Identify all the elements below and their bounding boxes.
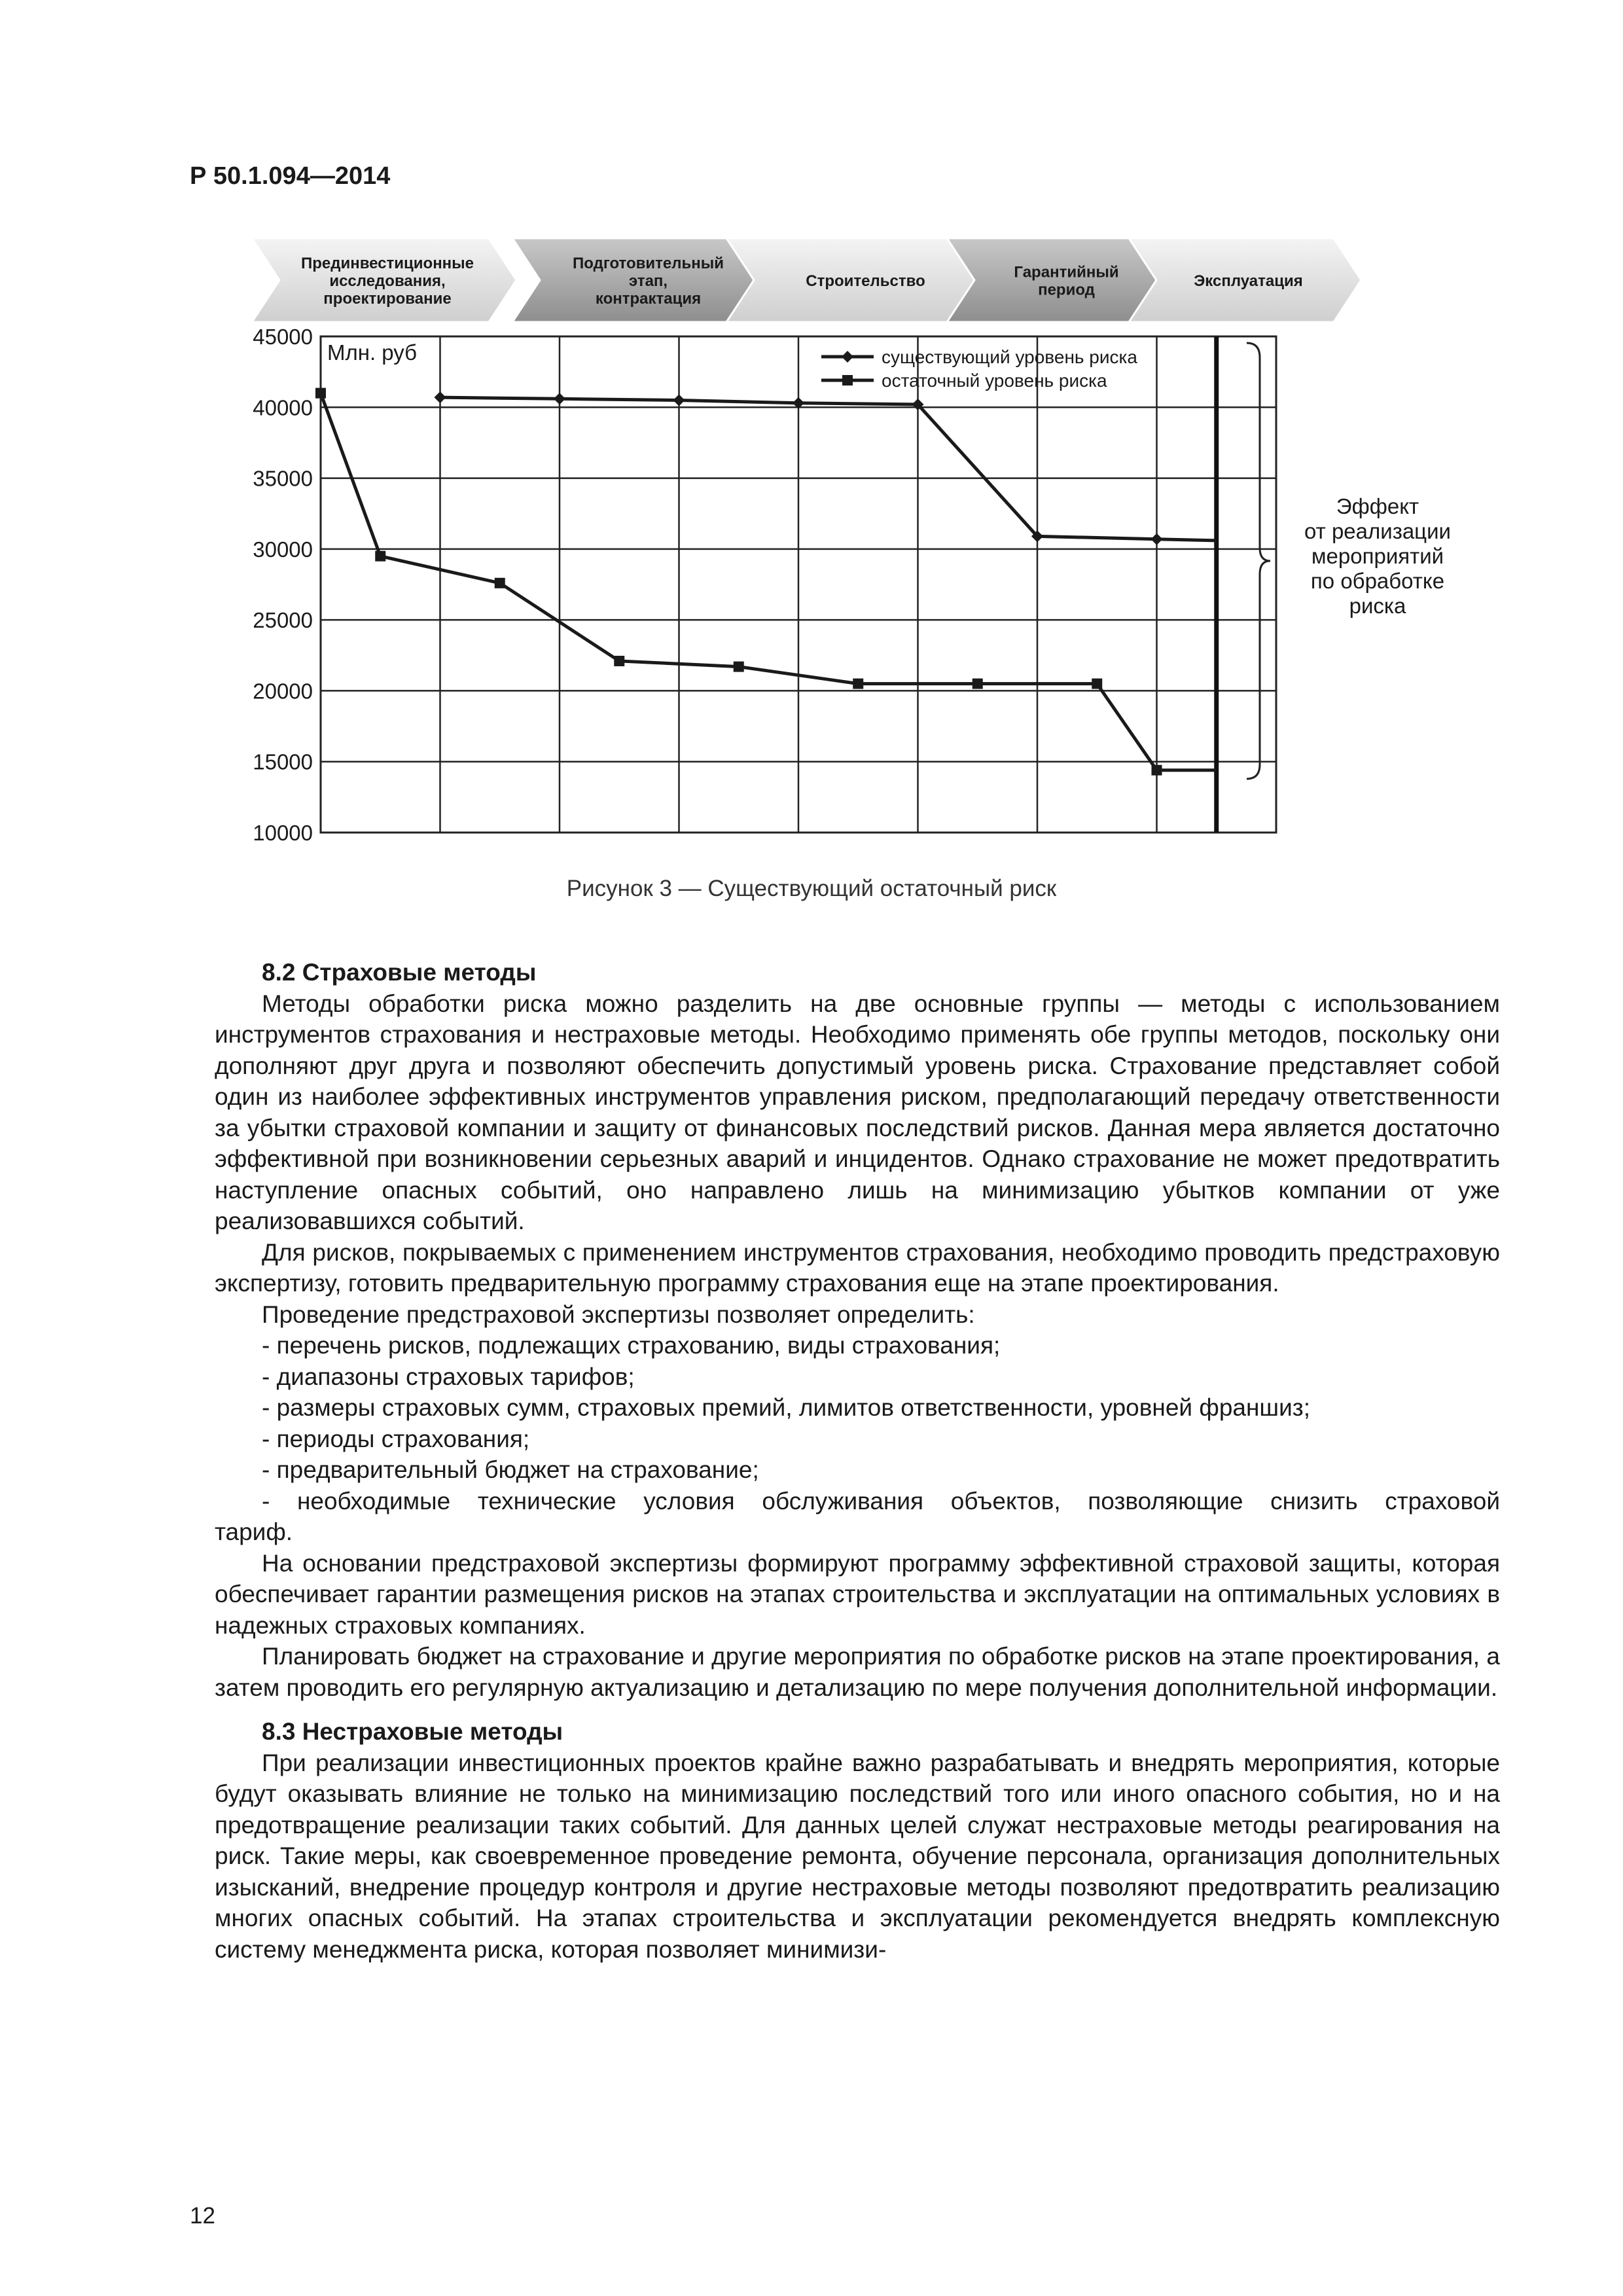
stage-label: контрактация xyxy=(595,290,702,308)
legend-label: существующий уровень риска xyxy=(882,347,1137,367)
paragraph: Методы обработки риска можно разделить на две основные группы — методы с использованием инструментов страхования и нестраховые методы. Необходимо применять обе группы методов, поскольку они дополняют друг друга и позволяют обеспечить допустимый уровень риска. Страхование представляет собой один из наиболее эффективных инструментов управления риском, предполагающий передачу ответственности за убытки страховой компании и защиту от финансовых последствий рисков. Данная мера является достаточно эффективной при возникновении серьезных аварий и инцидентов. Однако страхование не может предотвратить наступление опасных событий, оно направлено лишь на минимизацию убытков компании от уже реализовавшихся событий. xyxy=(215,990,1500,1234)
section-8-2 xyxy=(215,957,1500,1965)
y-tick-label: 30000 xyxy=(253,537,313,562)
stage-label: Эксплуатация xyxy=(1194,272,1303,290)
annotation-label: мероприятий xyxy=(1311,544,1444,568)
paragraph: Проведение предстраховой экспертизы позволяет определить: xyxy=(262,1300,975,1328)
data-point-square xyxy=(495,578,505,588)
y-axis-label: Млн. руб xyxy=(327,340,418,365)
annotation-label: Эффект xyxy=(1336,494,1419,518)
page-number: 12 xyxy=(190,2203,215,2229)
data-point-square xyxy=(1152,765,1162,776)
stage-label: этап, xyxy=(628,272,668,290)
data-point-square xyxy=(734,662,744,672)
data-point-square xyxy=(853,679,863,689)
stage-label: Прединвестиционные xyxy=(300,255,474,272)
stage-label: проектирование xyxy=(323,290,452,308)
list-item: - диапазоны страховых тарифов; xyxy=(262,1363,635,1390)
paragraph: Планировать бюджет на страхование и другие мероприятия по обработке рисков на этапе проектирования, а затем проводить его регулярную актуализацию и детализацию по мере получения дополнительной информации. xyxy=(215,1643,1500,1701)
paragraph: При реализации инвестиционных проектов крайне важно разрабатывать и внедрять мероприятия, которые будут оказывать влияние не только на минимизацию последствий того или иного опасного события, но и на предотвращение реализации таких событий. Для данных целей служат нестраховые методы реагирования на риск. Такие меры, как своевременное проведение ремонта, обучение персонала, организация дополнительных изысканий, внедрение процедур контроля и другие нестраховые методы позволяют предотвратить реализацию многих опасных событий. На этапах строительства и эксплуатации рекомендуется внедрять комплексную систему менеджмента риска, которая позволяет минимизи- xyxy=(215,1749,1500,1963)
list-continuation: тариф. xyxy=(215,1518,293,1545)
annotation-label: риска xyxy=(1349,594,1406,618)
list-item: - перечень рисков, подлежащих страхованию, виды страхования; xyxy=(262,1332,1001,1359)
paragraph: На основании предстраховой экспертизы формируют программу эффективной страховой защиты, которая обеспечивает гарантии размещения рисков на этапах строительства и эксплуатации на оптимальных условиях в надежных страховых компаниях. xyxy=(215,1549,1500,1639)
project-stages-bar xyxy=(252,238,1361,322)
data-point-square xyxy=(315,388,326,399)
y-tick-label: 25000 xyxy=(253,608,313,633)
stage-label: Строительство xyxy=(806,272,925,290)
y-tick-label: 20000 xyxy=(253,679,313,704)
stage-label: Подготовительный xyxy=(572,255,724,272)
figure-caption: Рисунок 3 — Существующий остаточный риск xyxy=(566,876,1057,901)
annotation-label: от реализации xyxy=(1304,519,1451,543)
document-code: Р 50.1.094—2014 xyxy=(190,162,391,190)
risk-chart-figure xyxy=(0,0,1623,916)
legend-marker-square xyxy=(842,375,853,386)
paragraph: Для рисков, покрываемых с применением инструментов страхования, необходимо проводить предстраховую экспертизу, готовить предварительную программу страхования еще на этапе проектирования. xyxy=(215,1238,1500,1297)
y-tick-label: 10000 xyxy=(253,821,313,845)
y-tick-label: 15000 xyxy=(253,749,313,774)
data-point-square xyxy=(1092,679,1102,689)
data-point-square xyxy=(375,551,385,562)
data-point-square xyxy=(614,656,624,666)
plot-area xyxy=(253,325,1451,845)
annotation-label: по обработке xyxy=(1310,569,1445,593)
y-tick-label: 40000 xyxy=(253,395,313,420)
stage-label: Гарантийный xyxy=(1014,263,1119,281)
stage-label: исследования, xyxy=(329,272,446,290)
y-tick-label: 45000 xyxy=(253,325,313,349)
list-item: - предварительный бюджет на страхование; xyxy=(262,1456,759,1483)
list-item: - периоды страхования; xyxy=(262,1425,530,1452)
list-item: - необходимые технические условия обслуживания объектов, позволяющие снизить страховой xyxy=(262,1487,1500,1515)
section-8-2-title: 8.2 Страховые методы xyxy=(262,959,537,986)
legend-label: остаточный уровень риска xyxy=(882,370,1107,391)
stage-label: период xyxy=(1038,281,1095,299)
section-8-3-title: 8.3 Нестраховые методы xyxy=(262,1718,563,1745)
data-point-square xyxy=(972,679,983,689)
list-item: - размеры страховых сумм, страховых премий, лимитов ответственности, уровней франшиз; xyxy=(262,1394,1311,1421)
y-tick-label: 35000 xyxy=(253,466,313,491)
